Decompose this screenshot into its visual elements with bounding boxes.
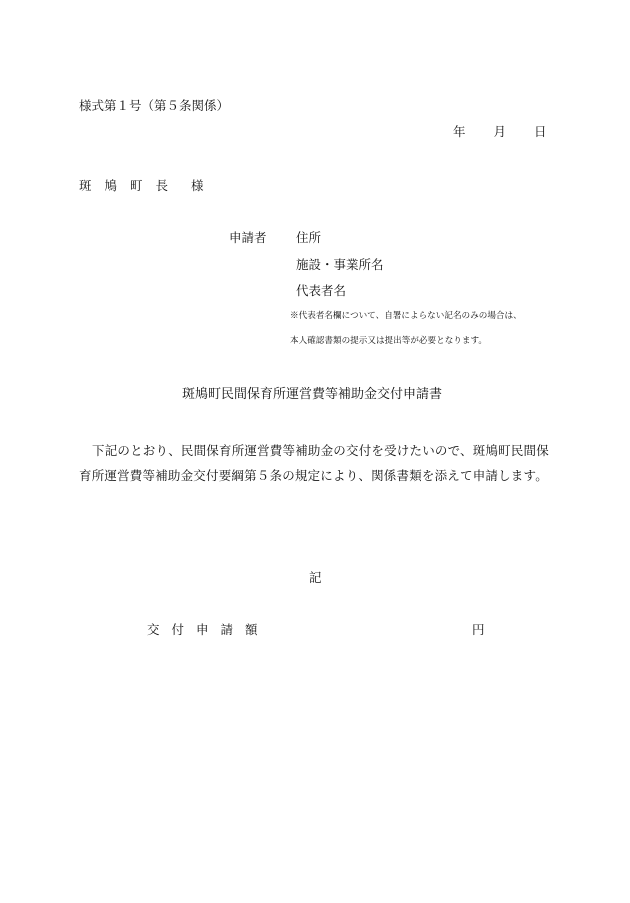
ki-heading: 記 [309, 570, 322, 585]
body-paragraph: 下記のとおり、民間保育所運営費等補助金の交付を受けたいので、斑鳩町民間保育所運営費等補助金交付要綱第５条の規定により、関係書類を添えて申請します。 [79, 443, 549, 483]
date-month: 月 [493, 124, 507, 139]
document-title: 斑鳩町民間保育所運営費等補助金交付申請書 [182, 387, 443, 402]
date-day: 日 [534, 124, 547, 139]
facility-label: 施設・事業所名 [296, 257, 384, 272]
applicant-label: 申請者 [229, 230, 267, 245]
addressee-honorific: 様 [191, 178, 204, 193]
representative-label: 代表者名 [296, 283, 347, 298]
addressee-name: 斑鳩町長 [79, 178, 182, 193]
date-line [453, 126, 547, 139]
signature-note-line1: ※代表者名欄について、自署によらない記名のみの場合は、 [290, 311, 522, 321]
amount-unit: 円 [472, 622, 485, 637]
amount-label: 交付申請額 [147, 622, 270, 637]
form-number: 様式第１号（第５条関係） [79, 98, 230, 113]
date-year: 年 [453, 124, 466, 139]
address-label: 住所 [296, 230, 322, 245]
addressee [79, 180, 204, 193]
signature-note-line2: 本人確認書類の提示又は提出等が必要となります。 [290, 336, 487, 346]
